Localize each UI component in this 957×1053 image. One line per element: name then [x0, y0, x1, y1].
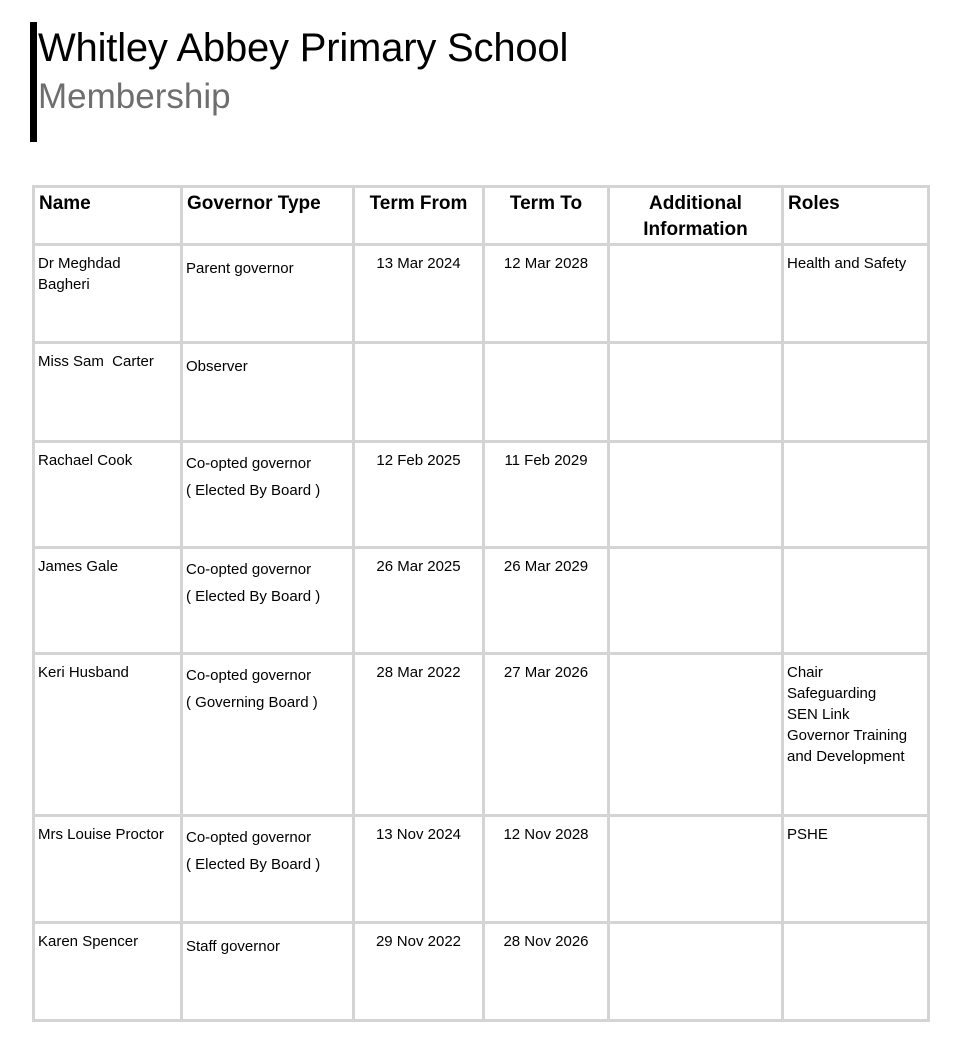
governor-type-cell: [182, 548, 354, 654]
page-title: Whitley Abbey Primary School: [38, 26, 569, 70]
roles-cell: [783, 923, 929, 1021]
roles-cell: [783, 442, 929, 548]
governor-type-cell: [182, 343, 354, 442]
table-row: [34, 245, 929, 343]
member-name: Karen Spencer: [38, 933, 139, 950]
additional-information-cell: [609, 548, 783, 654]
term-to-date: 12 Nov 2028: [503, 826, 589, 843]
term-from-cell: [354, 816, 484, 923]
term-to-cell: [484, 816, 609, 923]
column-header-term-to: Term To: [484, 187, 609, 245]
header-accent-bar: [30, 22, 37, 142]
term-to-date: 27 Mar 2026: [503, 664, 589, 681]
member-name-cell: [34, 343, 182, 442]
governor-type-cell: [182, 442, 354, 548]
term-from-cell: [354, 343, 484, 442]
term-to-date: 12 Mar 2028: [503, 255, 589, 272]
additional-information-cell: [609, 343, 783, 442]
term-to-date: 28 Nov 2026: [503, 933, 589, 950]
governor-type-cell: [182, 816, 354, 923]
term-from-date: 12 Feb 2025: [376, 452, 461, 469]
member-name-cell: [34, 442, 182, 548]
role-item: PSHE: [787, 826, 828, 843]
governor-type: Co-opted governor: [186, 561, 312, 578]
table-row: [34, 343, 929, 442]
term-from-cell: [354, 548, 484, 654]
term-to-date: 26 Mar 2029: [503, 558, 589, 575]
governor-subtype: ( Governing Board ): [186, 694, 318, 711]
role-item: Safeguarding: [787, 685, 877, 702]
governor-type: Co-opted governor: [186, 455, 312, 472]
additional-information-cell: [609, 923, 783, 1021]
table-row: [34, 923, 929, 1021]
column-header-roles: Roles: [783, 187, 929, 245]
governor-type-cell: [182, 923, 354, 1021]
term-from-cell: [354, 442, 484, 548]
governor-type: Observer: [186, 358, 248, 375]
member-name-cell: [34, 816, 182, 923]
term-to-cell: [484, 343, 609, 442]
term-from-cell: [354, 245, 484, 343]
governor-type: Co-opted governor: [186, 829, 312, 846]
member-name: Miss Sam Carter: [38, 353, 154, 370]
table-row: [34, 816, 929, 923]
term-to-cell: [484, 923, 609, 1021]
roles-cell: [783, 654, 929, 816]
role-item: SEN Link: [787, 706, 850, 723]
member-name: Dr Meghdad Bagheri: [38, 255, 125, 293]
governor-subtype: ( Elected By Board ): [186, 856, 321, 873]
role-item: Chair: [787, 664, 823, 681]
term-to-date: 11 Feb 2029: [504, 452, 588, 469]
additional-information-cell: [609, 245, 783, 343]
term-from-date: 28 Mar 2022: [376, 664, 461, 681]
term-to-cell: [484, 442, 609, 548]
member-name: James Gale: [38, 558, 119, 575]
page-subtitle: Membership: [38, 77, 231, 116]
table-row: [34, 442, 929, 548]
table-row: [34, 548, 929, 654]
member-name: Rachael Cook: [38, 452, 133, 469]
term-from-cell: [354, 654, 484, 816]
additional-information-cell: [609, 816, 783, 923]
additional-information-cell: [609, 654, 783, 816]
column-header-governor-type: Governor Type: [182, 187, 354, 245]
term-from-date: 13 Nov 2024: [375, 826, 462, 843]
governor-type-cell: [182, 245, 354, 343]
term-to-cell: [484, 245, 609, 343]
column-header-term-from: Term From: [354, 187, 484, 245]
term-from-date: 26 Mar 2025: [376, 558, 461, 575]
member-name-cell: [34, 548, 182, 654]
term-to-cell: [484, 548, 609, 654]
table-header-row: [34, 187, 929, 245]
governor-type-cell: [182, 654, 354, 816]
roles-cell: [783, 816, 929, 923]
governor-subtype: ( Elected By Board ): [186, 482, 321, 499]
term-to-cell: [484, 654, 609, 816]
roles-cell: [783, 343, 929, 442]
term-from-date: 13 Mar 2024: [376, 255, 461, 272]
membership-table: [32, 185, 930, 1022]
roles-cell: [783, 245, 929, 343]
member-name-cell: [34, 654, 182, 816]
roles-cell: [783, 548, 929, 654]
governor-type: Parent governor: [186, 260, 294, 277]
member-name-cell: [34, 923, 182, 1021]
term-from-cell: [354, 923, 484, 1021]
member-name: Mrs Louise Proctor: [38, 826, 164, 843]
column-header-name: Name: [34, 187, 182, 245]
role-item: Health and Safety: [787, 255, 907, 272]
governor-type: Co-opted governor: [186, 667, 312, 684]
column-header-additional-information: Additional Information: [609, 187, 783, 245]
member-name-cell: [34, 245, 182, 343]
governor-type: Staff governor: [186, 938, 280, 955]
role-item: Governor Training and Development: [787, 727, 908, 765]
governor-subtype: ( Elected By Board ): [186, 588, 321, 605]
member-name: Keri Husband: [38, 664, 129, 681]
table-row: [34, 654, 929, 816]
additional-information-cell: [609, 442, 783, 548]
term-from-date: 29 Nov 2022: [375, 933, 462, 950]
